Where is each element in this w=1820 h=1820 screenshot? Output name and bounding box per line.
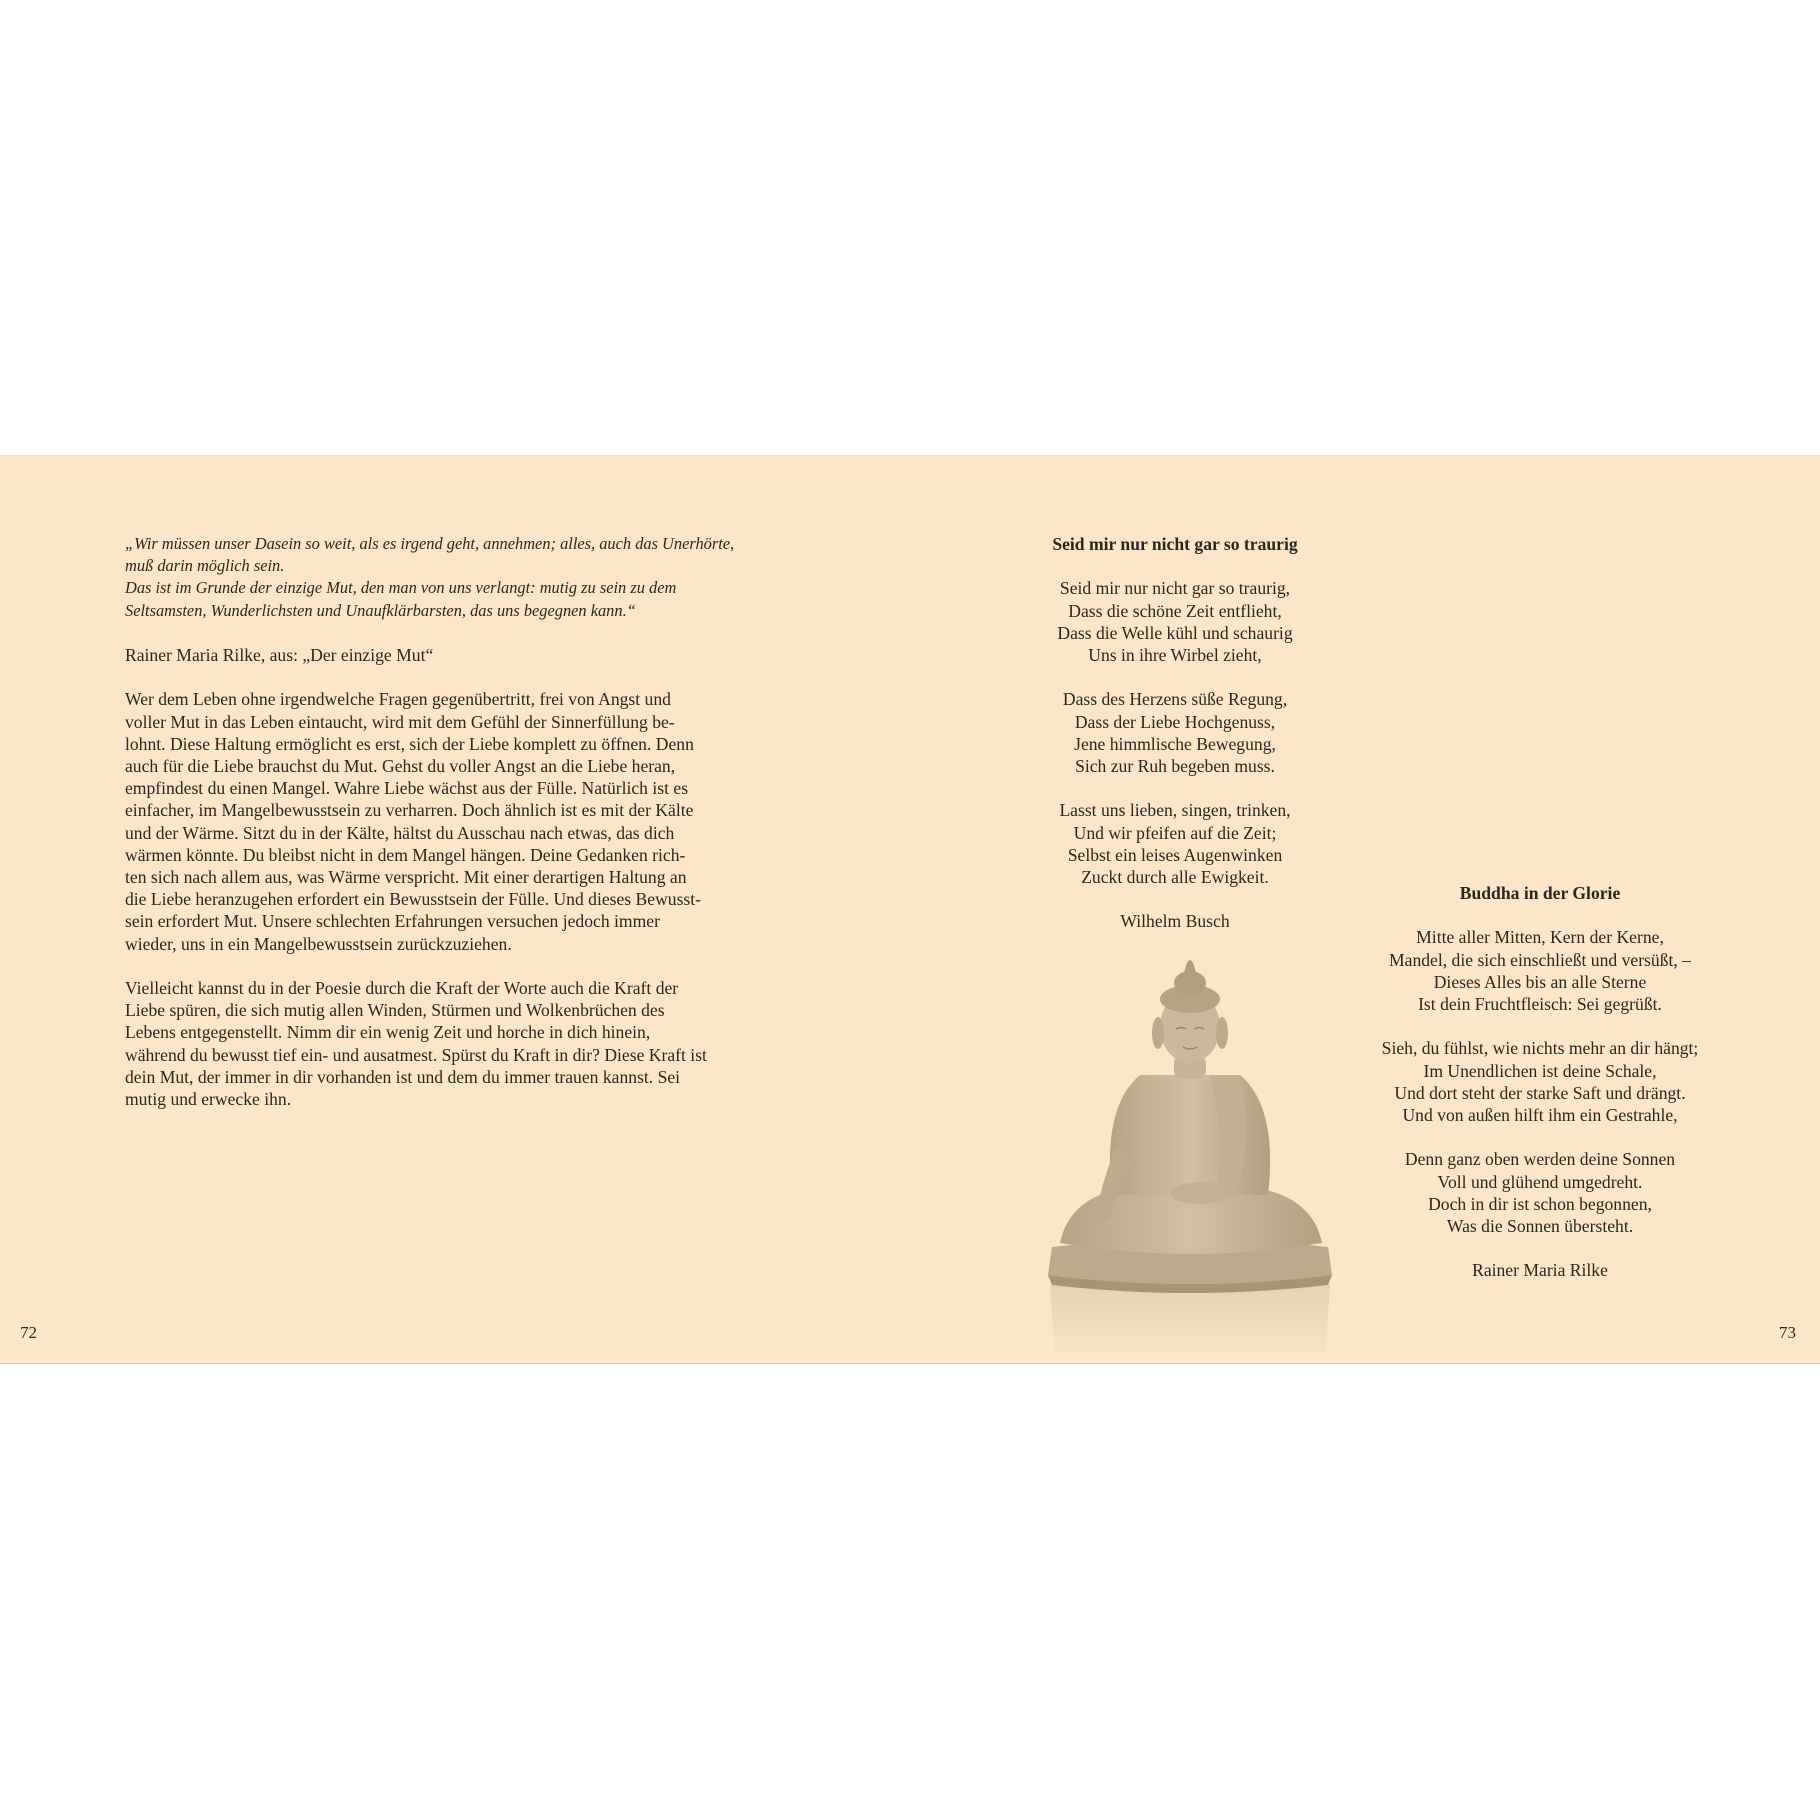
poem-stanza (1000, 799, 1350, 888)
paragraph-line: einfacher, im Mangelbewusstsein zu verharren. Doch ähnlich ist es mit der Kälte (125, 800, 694, 821)
poem-title: Buddha in der Glorie (1459, 883, 1621, 903)
book-spread (0, 455, 1820, 1364)
paragraph-line: und der Wärme. Sitzt du in der Kälte, hältst du Ausschau nach etwas, das dich (125, 822, 675, 843)
left-page-text (125, 533, 785, 1110)
poem-line: Ist dein Fruchtfleisch: Sei gegrüßt. (1418, 994, 1662, 1014)
poem-rilke (1340, 882, 1740, 1282)
poem-line: Seid mir nur nicht gar so traurig, (1059, 578, 1291, 599)
poem-line: Dass die schöne Zeit entflieht, (1068, 600, 1282, 621)
poem-line: Dieses Alles bis an alle Sterne (1433, 971, 1647, 992)
poem-line: Jene himmlische Bewegung, (1074, 733, 1276, 754)
paragraph-line: dein Mut, der immer in dir vorhanden ist und dem du immer trauen kannst. Sei (125, 1066, 681, 1087)
poem-line: Sieh, du fühlst, wie nichts mehr an dir hängt; (1381, 1038, 1699, 1059)
paragraph-line: Wer dem Leben ohne irgendwelche Fragen gegenübertritt, frei von Angst und (125, 689, 671, 710)
poem-line: Voll und glühend umgedreht. (1437, 1171, 1643, 1192)
poem-busch (1000, 533, 1350, 933)
quote-attribution: Rainer Maria Rilke, aus: „Der einzige Mut“ (125, 645, 434, 665)
buddha-statue-image (1040, 947, 1340, 1363)
poem-stanza (1000, 577, 1350, 666)
poem-line: Mitte aller Mitten, Kern der Kerne, (1416, 927, 1664, 948)
body-paragraph-2 (125, 977, 785, 1110)
poem-stanza (1340, 926, 1740, 1015)
paragraph-line: während du bewusst tief ein- und ausatmest. Spürst du Kraft in dir? Diese Kraft ist (125, 1044, 707, 1065)
poem-line: Denn ganz oben werden deine Sonnen (1404, 1149, 1676, 1170)
poem-stanza (1340, 1037, 1740, 1126)
poem-stanza (1000, 688, 1350, 777)
paragraph-line: voller Mut in das Leben eintaucht, wird mit dem Gefühl der Sinnerfüllung be- (125, 711, 675, 732)
paragraph-line: sein erfordert Mut. Unsere schlechten Erfahrungen versuchen jedoch immer (125, 911, 660, 932)
quote-line: Das ist im Grunde der einzige Mut, den man von uns verlangt: mutig zu sein zu dem (125, 578, 677, 598)
paragraph-line: lohnt. Diese Haltung ermöglicht es erst, sich der Liebe komplett zu öffnen. Denn (125, 733, 694, 754)
quote-line: muß darin möglich sein. (125, 556, 285, 576)
poem-line: Und von außen hilft ihm ein Gestrahle, (1402, 1105, 1678, 1125)
body-paragraph-1 (125, 688, 785, 954)
paragraph-line: ten sich nach allem aus, was Wärme verspricht. Mit einer derartigen Haltung an (125, 867, 687, 888)
poem-line: Zuckt durch alle Ewigkeit. (1081, 867, 1269, 887)
paragraph-line: auch für die Liebe brauchst du Mut. Gehst du voller Angst an die Liebe heran, (125, 756, 676, 776)
page-number-left: 72 (20, 1323, 37, 1342)
poem-line: Dass des Herzens süße Regung, (1062, 689, 1288, 710)
paragraph-line: wärmen könnte. Du bleibst nicht in dem Mangel hängen. Deine Gedanken rich- (125, 844, 686, 865)
poem-line: Doch in dir ist schon begonnen, (1428, 1193, 1652, 1214)
poem-line: Sich zur Ruh begeben muss. (1075, 756, 1275, 776)
poem-title: Seid mir nur nicht gar so traurig (1052, 534, 1298, 554)
paragraph-line: empfindest du einen Mangel. Wahre Liebe wächst aus der Fülle. Natürlich ist es (125, 778, 689, 799)
paragraph-line: die Liebe heranzugehen erfordert ein Bewusstsein der Fülle. Und dieses Bewusst- (125, 889, 702, 910)
rilke-quote (125, 533, 785, 622)
poem-line: Was die Sonnen übersteht. (1446, 1216, 1634, 1236)
poem-line: Dass die Welle kühl und schaurig (1057, 622, 1293, 643)
paragraph-line: Vielleicht kannst du in der Poesie durch die Kraft der Worte auch die Kraft der (125, 978, 679, 999)
page-number-right: 73 (1779, 1323, 1796, 1342)
poem-line: Selbst ein leises Augenwinken (1067, 844, 1283, 865)
poem-author: Rainer Maria Rilke (1472, 1260, 1608, 1281)
poem-line: Im Unendlichen ist deine Schale, (1423, 1060, 1657, 1081)
quote-line: „Wir müssen unser Dasein so weit, als es irgend geht, annehmen; alles, auch das Unerhörte, (125, 534, 735, 553)
paragraph-line: Lebens entgegenstellt. Nimm dir ein wenig Zeit und horche in dich hinein, (125, 1022, 651, 1043)
quote-line: Seltsamsten, Wunderlichsten und Unaufklärbarsten, das uns begegnen kann.“ (125, 600, 636, 620)
paragraph-line: wieder, uns in ein Mangelbewusstsein zurückzuziehen. (125, 933, 512, 954)
poem-author: Wilhelm Busch (1120, 911, 1230, 932)
poem-line: Und wir pfeifen auf die Zeit; (1073, 822, 1277, 843)
poem-line: Und dort steht der starke Saft und drängt. (1394, 1082, 1686, 1103)
paragraph-line: mutig und erwecke ihn. (125, 1089, 292, 1110)
poem-line: Lasst uns lieben, singen, trinken, (1059, 800, 1291, 821)
poem-line: Dass der Liebe Hochgenuss, (1074, 711, 1276, 732)
poem-line: Mandel, die sich einschließt und versüßt, – (1389, 949, 1691, 970)
poem-line: Uns in ihre Wirbel zieht, (1088, 645, 1262, 665)
paragraph-line: Liebe spüren, die sich mutig allen Winden, Stürmen und Wolkenbrüchen des (125, 1000, 665, 1021)
poem-stanza (1340, 1148, 1740, 1237)
